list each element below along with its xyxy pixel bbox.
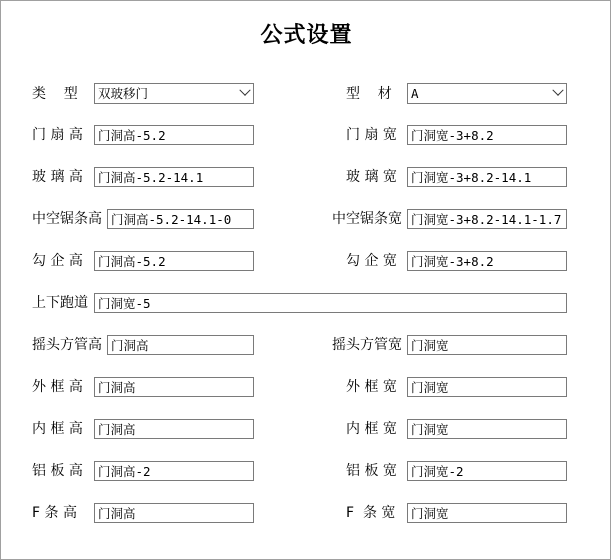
outer-frame-width-label: 外 框 宽 <box>346 379 397 395</box>
door-leaf-height-label: 门 扇 高 <box>32 127 83 143</box>
profile-select-value: A <box>411 86 419 101</box>
f-strip-width-label: F 条 宽 <box>346 505 396 521</box>
glass-height-label: 玻 璃 高 <box>32 169 83 185</box>
aluminum-panel-width-label: 铝 板 宽 <box>346 463 397 479</box>
profile-label: 型 材 <box>346 86 392 102</box>
glass-width-label: 玻 璃 宽 <box>346 169 397 185</box>
spacer-strip-height-label: 中空锯条高 <box>32 211 102 227</box>
track-input[interactable] <box>94 293 567 313</box>
profile-select[interactable] <box>407 83 567 104</box>
top-tube-height-label: 摇头方管高 <box>32 337 102 353</box>
chevron-down-icon <box>552 85 563 96</box>
door-leaf-width-input[interactable] <box>407 125 567 145</box>
glass-width-input[interactable] <box>407 167 567 187</box>
type-select[interactable] <box>94 83 254 104</box>
door-leaf-height-input[interactable] <box>94 125 254 145</box>
type-select-value: 双玻移门 <box>98 86 149 101</box>
outer-frame-height-input[interactable] <box>94 377 254 397</box>
top-tube-width-label: 摇头方管宽 <box>332 337 402 353</box>
chevron-down-icon <box>239 85 250 96</box>
inner-frame-height-label: 内 框 高 <box>32 421 83 437</box>
hook-width-label: 勾 企 宽 <box>346 253 397 269</box>
f-strip-width-input[interactable] <box>407 503 567 523</box>
door-leaf-width-label: 门 扇 宽 <box>346 127 397 143</box>
type-label: 类 型 <box>32 86 78 102</box>
hook-height-input[interactable] <box>94 251 254 271</box>
inner-frame-width-input[interactable] <box>407 419 567 439</box>
inner-frame-height-input[interactable] <box>94 419 254 439</box>
f-strip-height-input[interactable] <box>94 503 254 523</box>
inner-frame-width-label: 内 框 宽 <box>346 421 397 437</box>
hook-height-label: 勾 企 高 <box>32 253 83 269</box>
top-tube-height-input[interactable] <box>107 335 254 355</box>
aluminum-panel-width-input[interactable] <box>407 461 567 481</box>
f-strip-height-label: F 条 高 <box>32 505 77 521</box>
glass-height-input[interactable] <box>94 167 254 187</box>
spacer-strip-width-input[interactable] <box>407 209 567 229</box>
aluminum-panel-height-input[interactable] <box>94 461 254 481</box>
track-label: 上下跑道 <box>32 295 88 311</box>
page-title: 公式设置 <box>260 22 353 48</box>
spacer-strip-height-input[interactable] <box>107 209 254 229</box>
spacer-strip-width-label: 中空锯条宽 <box>332 211 402 227</box>
outer-frame-width-input[interactable] <box>407 377 567 397</box>
hook-width-input[interactable] <box>407 251 567 271</box>
top-tube-width-input[interactable] <box>407 335 567 355</box>
aluminum-panel-height-label: 铝 板 高 <box>32 463 83 479</box>
outer-frame-height-label: 外 框 高 <box>32 379 83 395</box>
